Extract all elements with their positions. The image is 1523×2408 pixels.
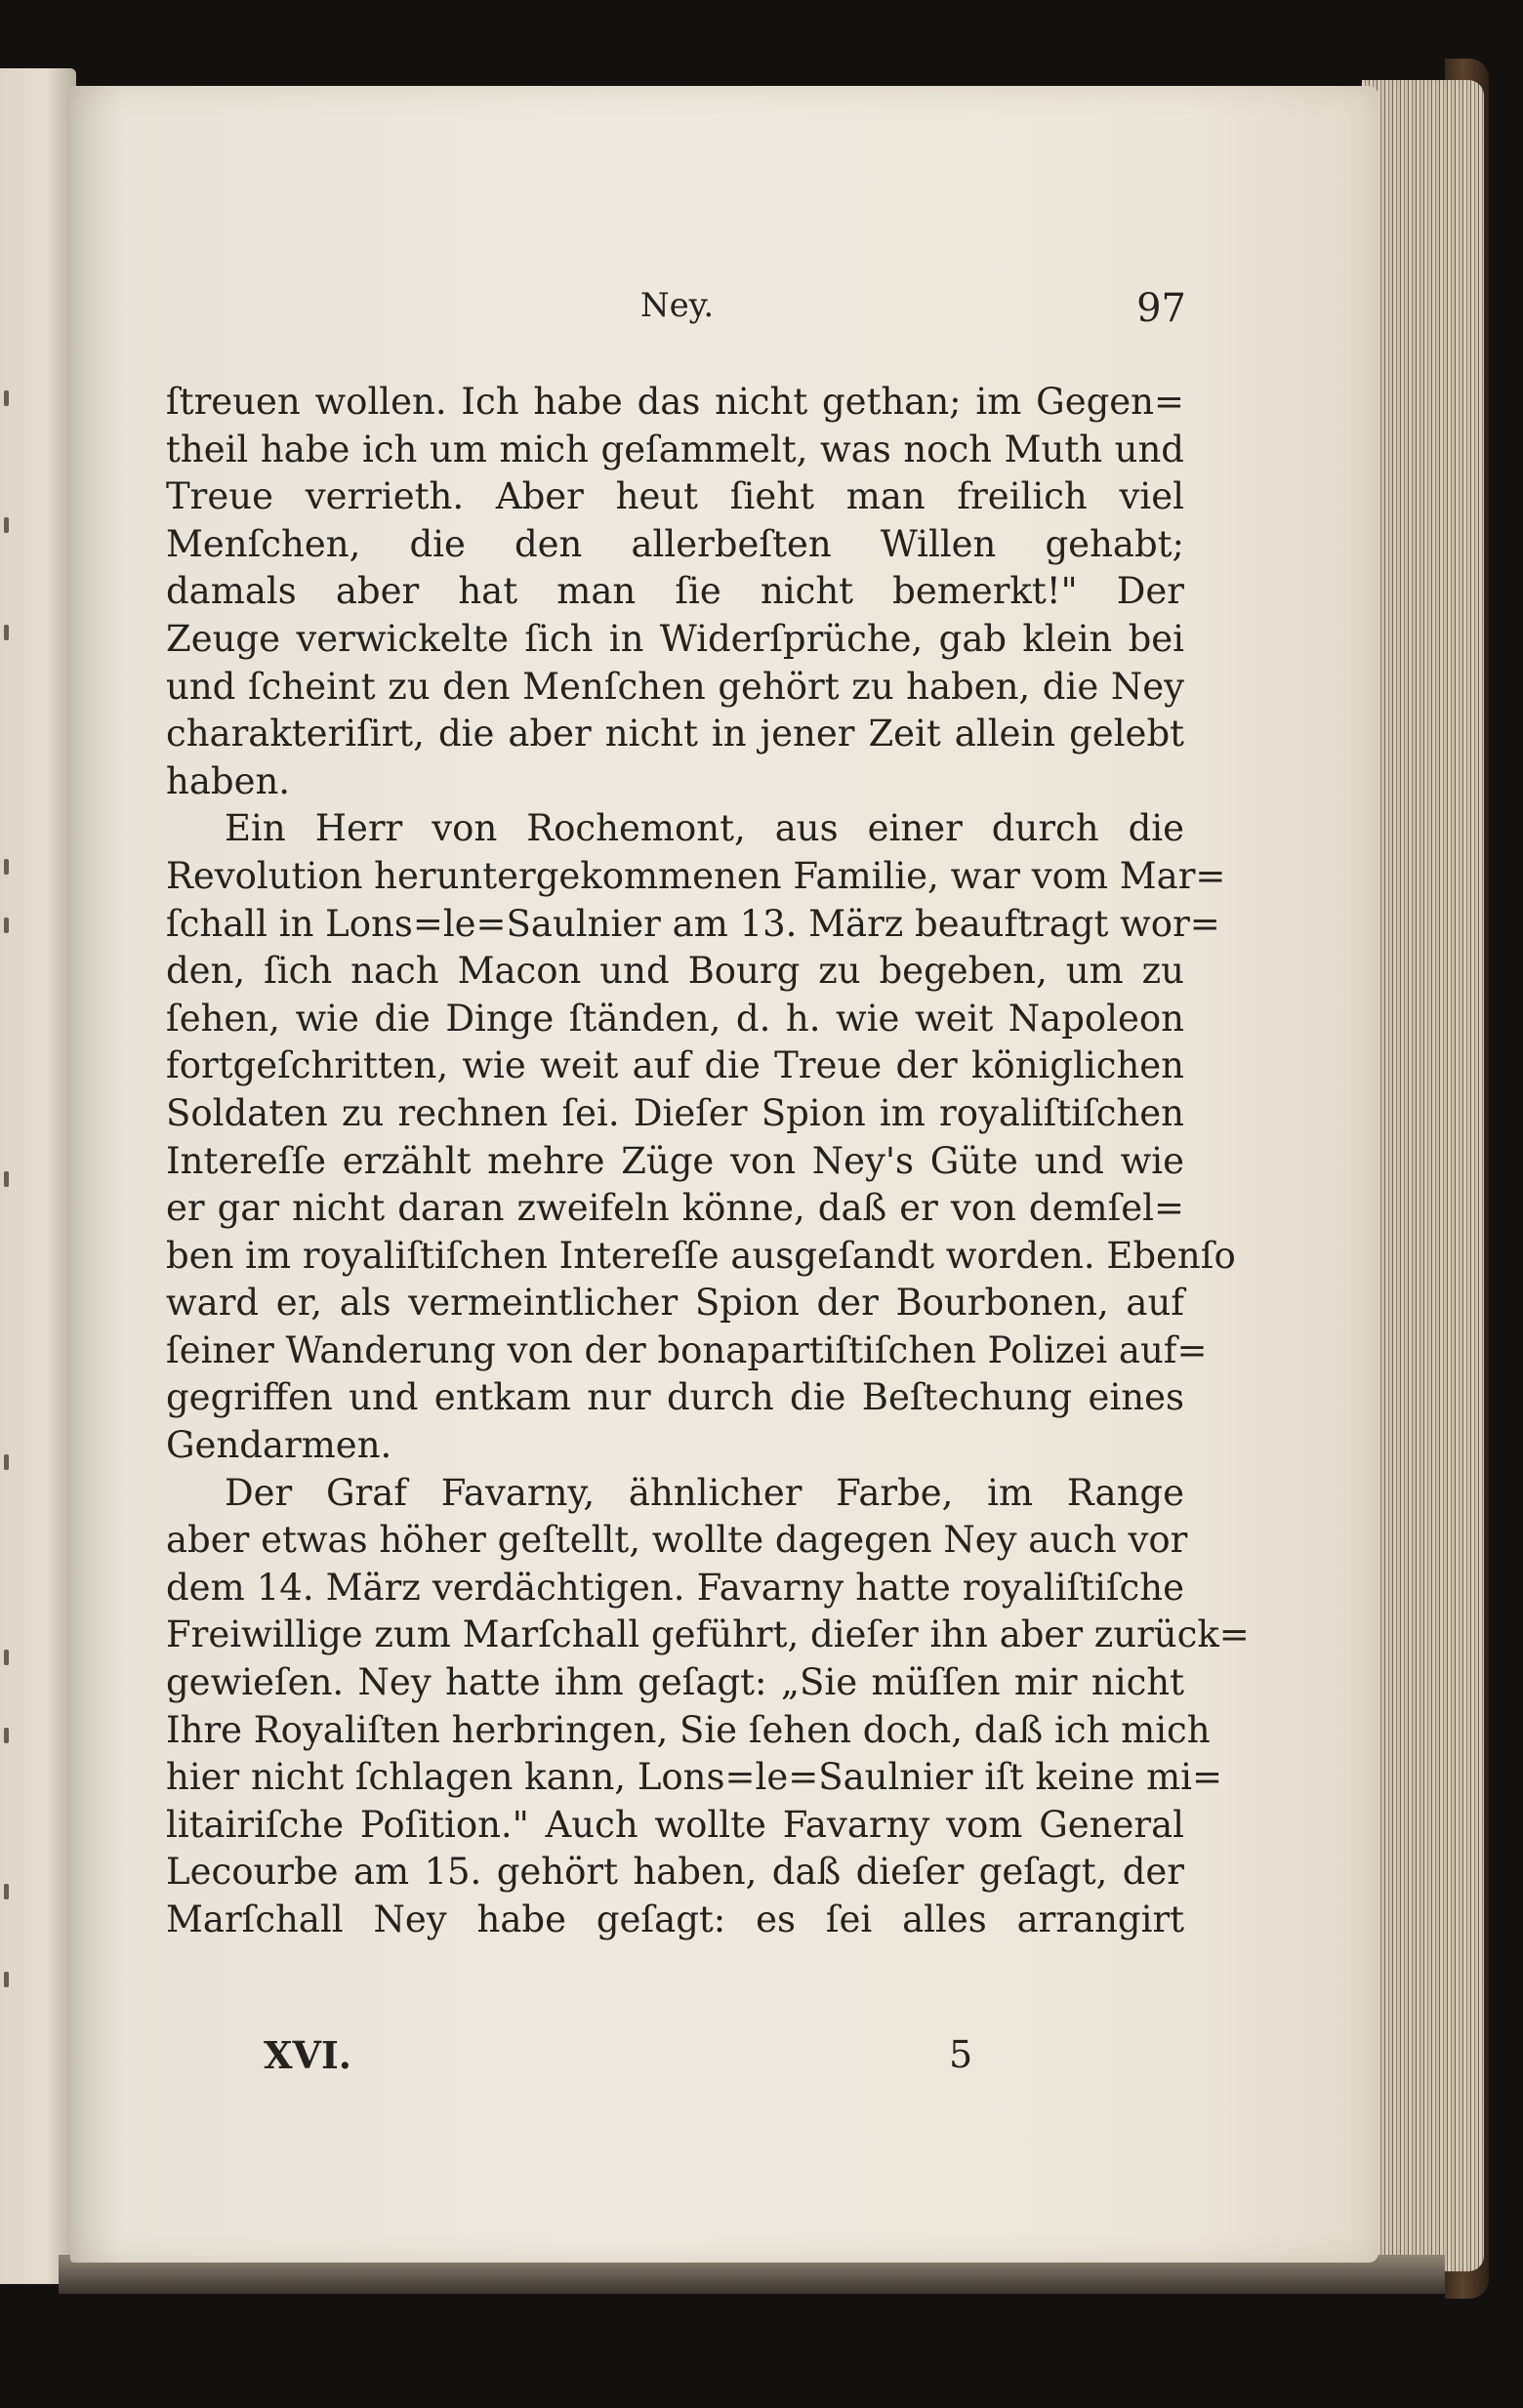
text-line: theil habe ich um mich geſammelt, was noch Muth und <box>166 428 1184 470</box>
text-line: Marſchall Ney habe geſagt: es ſei alles arrangirt <box>166 1898 1184 1940</box>
text-line: damals aber hat man ſie nicht bemerkt!" Der <box>166 570 1184 613</box>
left-page-mark <box>4 1972 9 1987</box>
body-text <box>166 379 1250 1944</box>
text-line: hier nicht ſchlagen kann, Lons=le=Saulnier iſt keine mi= <box>166 1756 1223 1799</box>
text-line: ſchall in Lons=le=Saulnier am 13. März beauftragt wor= <box>166 902 1220 945</box>
text-line: gewieſen. Ney hatte ihm geſagt: „Sie müſſen mir nicht <box>166 1661 1184 1704</box>
text-line: und ſcheint zu den Menſchen gehört zu haben, die Ney <box>166 665 1184 708</box>
text-line: ward er, als vermeintlicher Spion der Bourbonen, auf <box>166 1282 1184 1325</box>
text-line: fortgeſchritten, wie weit auf die Treue der königlichen <box>166 1044 1184 1087</box>
text-line: Ein Herr von Rochemont, aus einer durch die <box>225 807 1184 850</box>
text-line: aber etwas höher geſtellt, wollte dagegen Ney auch vor <box>166 1519 1188 1562</box>
text-line: Intereſſe erzählt mehre Züge von Ney's Güte und wie <box>166 1139 1184 1182</box>
text-line: haben. <box>166 759 291 802</box>
left-page-mark <box>4 1728 9 1743</box>
left-page-mark <box>4 517 9 533</box>
text-line: Ihre Royaliſten herbringen, Sie ſehen doch, daß ich mich <box>166 1708 1211 1751</box>
text-line: gegriffen und entkam nur durch die Beſtechung eines <box>166 1376 1184 1419</box>
text-line: Der Graf Favarny, ähnlicher Farbe, im Range <box>225 1471 1184 1514</box>
signature-mark: XVI. <box>264 2033 351 2077</box>
running-head: Ney. <box>639 286 715 325</box>
book-page <box>70 86 1379 2263</box>
text-line: charakteriſirt, die aber nicht in jener Zeit allein gelebt <box>166 713 1184 755</box>
left-page-mark <box>4 1650 9 1665</box>
text-line: ſehen, wie die Dinge ſtänden, d. h. wie weit Napoleon <box>166 997 1184 1040</box>
page-number: 97 <box>1136 286 1186 331</box>
text-line: Gendarmen. <box>166 1424 392 1467</box>
page-footer <box>168 2033 1186 2082</box>
text-line: Zeuge verwickelte ſich in Widerſprüche, gab klein bei <box>166 617 1184 660</box>
signature-number: 5 <box>949 2033 973 2076</box>
left-page-mark <box>4 1454 9 1470</box>
text-line: Revolution heruntergekommenen Familie, war vom Mar= <box>166 854 1226 897</box>
text-line: ſtreuen wollen. Ich habe das nicht gethan; im Gegen= <box>166 381 1184 423</box>
text-line: Soldaten zu rechnen ſei. Dieſer Spion im royaliſtiſchen <box>166 1091 1184 1134</box>
text-line: ben im royaliſtiſchen Intereſſe ausgeſandt worden. Ebenſo <box>166 1234 1236 1277</box>
left-page-mark <box>4 1884 9 1899</box>
left-page-mark <box>4 1171 9 1187</box>
page-edges <box>1362 80 1484 2271</box>
text-line: den, ſich nach Macon und Bourg zu begeben, um zu <box>166 950 1184 993</box>
left-page-mark <box>4 390 9 406</box>
text-line: Menſchen, die den allerbeſten Willen gehabt; <box>166 522 1184 565</box>
text-line: ſeiner Wanderung von der bonapartiſtiſchen Polizei auf= <box>166 1328 1208 1371</box>
text-line: er gar nicht daran zweifeln könne, daß er von demſel= <box>166 1187 1184 1230</box>
left-page-mark <box>4 918 9 933</box>
left-page-mark <box>4 859 9 875</box>
text-line: litairiſche Poſition." Auch wollte Favarny vom General <box>166 1803 1184 1846</box>
text-line: Lecourbe am 15. gehört haben, daß dieſer geſagt, der <box>166 1851 1184 1894</box>
page-header <box>168 286 1186 345</box>
text-line: dem 14. März verdächtigen. Favarny hatte royaliſtiſche <box>166 1566 1184 1609</box>
text-line: Freiwillige zum Marſchall geführt, dieſer ihn aber zurück= <box>166 1613 1250 1656</box>
left-page-mark <box>4 625 9 640</box>
text-line: Treue verrieth. Aber heut ſieht man freilich viel <box>166 475 1184 518</box>
left-page-edge <box>0 68 76 2284</box>
